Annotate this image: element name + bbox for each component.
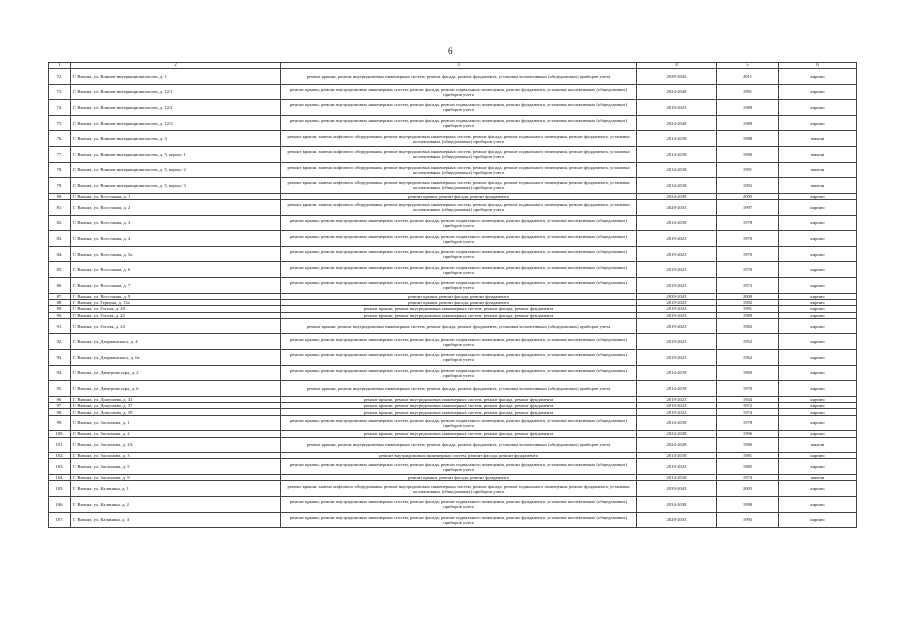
address-cell: Г. Вязьма, ул. Заслонова, д. 3	[71, 453, 281, 459]
material-cell: кирпич	[779, 278, 857, 294]
address-cell: Г. Вязьма, ул. Дмитрова гора, д. 6	[71, 381, 281, 397]
table-row	[49, 262, 857, 278]
row-number: 80.	[49, 193, 71, 199]
works-cell: ремонт крыши, ремонт фасада, ремонт фундамента	[281, 475, 637, 481]
year-cell: 1990	[717, 146, 779, 162]
material-cell: кирпич	[779, 453, 857, 459]
address-cell: Г. Вязьма, ул. Воинов-интернационалистов, д. 12/3	[71, 115, 281, 131]
works-cell: ремонт крыши, ремонт внутридомовых инженерных систем, ремонт фасада, ремонт подвального помещения, ремонт фундамента, установка коллективных (общедомовых) приборов учета	[281, 100, 637, 116]
housing-repair-table	[48, 62, 857, 528]
row-number: 106.	[49, 496, 71, 512]
works-cell: ремонт крыши, замена лифтового оборудования, ремонт внутридомовых инженерных систем, ремонт фасада, ремонт подвального помещения, ремонт фундамента, установка коллективных (общедомовых) приборов учета	[281, 131, 637, 147]
year-cell: 2005	[717, 481, 779, 497]
works-cell: ремонт крыши, ремонт внутридомовых инженерных систем, ремонт фасада, ремонт фундамента, установка коллективных (общедомовых) приборов учета	[281, 381, 637, 397]
period-cell: 2024-2028	[637, 437, 717, 453]
material-cell: кирпич	[779, 84, 857, 100]
year-cell: 1972	[717, 278, 779, 294]
period-cell: 2029-2033	[637, 200, 717, 216]
address-cell: Г. Вязьма, ул. Восстания, д. 2	[71, 200, 281, 216]
year-cell: 1970	[717, 246, 779, 262]
table-row	[49, 481, 857, 497]
works-cell: ремонт крыши, замена лифтового оборудования, ремонт внутридомовых инженерных систем, ремонт фасада, ремонт подвального помещения, ремонт фундамента, установка коллективных (общедомовых) приборов учета	[281, 146, 637, 162]
address-cell: Г. Вязьма, ул. Воинов-интернационалистов, д. 12/1	[71, 84, 281, 100]
year-cell: 1974	[717, 409, 779, 415]
period-cell: 2014-2018	[637, 365, 717, 381]
material-cell: кирпич	[779, 403, 857, 409]
address-cell: Г. Вязьма, ул. Восстания, д. 3	[71, 215, 281, 231]
material-cell: кирпич	[779, 299, 857, 305]
address-cell: Г. Вязьма, ул. Заслонова, д. 5	[71, 459, 281, 475]
address-cell: Г. Вязьма, ул. Гоголя, д. 24	[71, 318, 281, 334]
period-cell: 2019-2023	[637, 306, 717, 312]
row-number: 84.	[49, 246, 71, 262]
year-cell: 1991	[717, 84, 779, 100]
table-row	[49, 131, 857, 147]
address-cell: Г. Вязьма, ул. Восстания, д. 6	[71, 262, 281, 278]
works-cell: ремонт крыши, ремонт внутридомовых инженерных систем, ремонт фасада, ремонт подвального помещения, ремонт фундамента, установка коллективных (общедомовых) приборов учета	[281, 365, 637, 381]
address-cell: Г. Вязьма, ул. Воинов-интернационалистов, д. 3	[71, 131, 281, 147]
period-cell: 2019-2023	[637, 246, 717, 262]
material-cell: кирпич	[779, 349, 857, 365]
table-row	[49, 415, 857, 431]
works-cell: ремонт крыши, замена лифтового оборудования, ремонт внутридомовых инженерных систем, ремонт фасада, ремонт подвального помещения, ремонт фундамента, установка коллективных (общедомовых) приборов учета	[281, 200, 637, 216]
material-cell: кирпич	[779, 293, 857, 299]
row-number: 82.	[49, 215, 71, 231]
works-cell: ремонт крыши, ремонт внутридомовых инженерных систем, ремонт фасада, ремонт подвального помещения, ремонт фундамента, установка коллективных (общедомовых) приборов учета	[281, 334, 637, 350]
year-cell: 1986	[717, 437, 779, 453]
works-cell: ремонт крыши, ремонт фасада, ремонт фундамента	[281, 299, 637, 305]
address-cell: Г. Вязьма, ул. Калинина, д. 2	[71, 496, 281, 512]
row-number: 89.	[49, 306, 71, 312]
material-cell: кирпич	[779, 334, 857, 350]
column-number: 2	[71, 63, 281, 69]
row-number: 104.	[49, 475, 71, 481]
table-row	[49, 459, 857, 475]
period-cell: 2014-2018	[637, 178, 717, 194]
works-cell: ремонт крыши, ремонт внутридомовых инженерных систем, ремонт фасада, ремонт подвального помещения, ремонт фундамента, установка коллективных (общедомовых) приборов учета	[281, 215, 637, 231]
row-number: 91.	[49, 318, 71, 334]
address-cell: Г. Вязьма, ул. Воинов-интернационалистов, д. 5, корпус 1	[71, 146, 281, 162]
address-cell: Г. Вязьма, ул. Восстания, д. 5а	[71, 246, 281, 262]
period-cell: 2039-2043	[637, 481, 717, 497]
year-cell: 1970	[717, 262, 779, 278]
year-cell: 1978	[717, 215, 779, 231]
year-cell: 1974	[717, 475, 779, 481]
year-cell: 1982	[717, 318, 779, 334]
period-cell: 2029-2033	[637, 512, 717, 528]
table-row	[49, 278, 857, 294]
period-cell: 2024-2028	[637, 84, 717, 100]
works-cell: ремонт крыши, ремонт внутридомовых инженерных систем, ремонт фасада, ремонт фундамента, установка коллективных (общедомовых) приборов учета	[281, 318, 637, 334]
works-cell: ремонт крыши, ремонт внутридомовых инженерных систем, ремонт фасада, ремонт подвального помещения, ремонт фундамента, установка коллективных (общедомовых) приборов учета	[281, 278, 637, 294]
year-cell: 1991	[717, 306, 779, 312]
material-cell: кирпич	[779, 262, 857, 278]
period-cell: 2019-2023	[637, 231, 717, 247]
address-cell: Г. Вязьма, ул. Восстания, д. 1	[71, 193, 281, 199]
row-number: 102.	[49, 453, 71, 459]
period-cell: 2019-2023	[637, 299, 717, 305]
year-cell: 1952	[717, 334, 779, 350]
column-number: 4	[637, 63, 717, 69]
address-cell: Г. Вязьма, ул. Заслонова, д. 9	[71, 475, 281, 481]
material-cell: кирпич	[779, 246, 857, 262]
table-row	[49, 178, 857, 194]
period-cell: 2019-2023	[637, 312, 717, 318]
material-cell: панели	[779, 162, 857, 178]
material-cell: кирпич	[779, 69, 857, 85]
year-cell: 1985	[717, 459, 779, 475]
works-cell: ремонт крыши, ремонт фасада, ремонт фундамента	[281, 293, 637, 299]
address-cell: Г. Вязьма, ул. Докучаева, д. 39	[71, 409, 281, 415]
year-cell: 1997	[717, 200, 779, 216]
period-cell: 2019-2023	[637, 100, 717, 116]
address-cell: Г. Вязьма, ул. Воинов-интернационалистов, д. 1	[71, 69, 281, 85]
address-cell: Г. Вязьма, ул. Восстания, д. 9	[71, 293, 281, 299]
address-cell: Г. Вязьма, ул. Воинов-интернационалистов, д. 5, корпус 3	[71, 178, 281, 194]
works-cell: ремонт крыши, ремонт внутридомовых инженерных систем, ремонт фасада, ремонт подвального помещения, ремонт фундамента, установка коллективных (общедомовых) приборов учета	[281, 262, 637, 278]
row-number: 75.	[49, 115, 71, 131]
material-cell: кирпич	[779, 459, 857, 475]
table-row	[49, 69, 857, 85]
works-cell: ремонт крыши, ремонт внутридомовых инженерных систем, ремонт фасада, ремонт фундамента, установка коллективных (общедомовых) приборов учета	[281, 69, 637, 85]
period-cell: 2019-2023	[637, 262, 717, 278]
period-cell: 2024-2028	[637, 115, 717, 131]
works-cell: ремонт крыши, ремонт внутридомовых инженерных систем, ремонт фасада, ремонт подвального помещения, ремонт фундамента, установка коллективных (общедомовых) приборов учета	[281, 415, 637, 431]
works-cell: ремонт крыши, ремонт внутридомовых инженерных систем, ремонт фасада, ремонт фундамента	[281, 396, 637, 402]
year-cell: 1944	[717, 396, 779, 402]
works-cell: ремонт крыши, ремонт внутридомовых инженерных систем, ремонт фасада, ремонт подвального помещения, ремонт фундамента, установка коллективных (общедомовых) приборов учета	[281, 459, 637, 475]
material-cell: кирпич	[779, 409, 857, 415]
column-number: 6	[779, 63, 857, 69]
year-cell: 1970	[717, 231, 779, 247]
row-number: 86.	[49, 278, 71, 294]
address-cell: Г. Вязьма, ул. Калинина, д. 1	[71, 481, 281, 497]
year-cell: 1989	[717, 115, 779, 131]
year-cell: 1993	[717, 512, 779, 528]
table-row	[49, 246, 857, 262]
row-number: 101.	[49, 437, 71, 453]
table-row	[49, 496, 857, 512]
works-cell: ремонт крыши, ремонт внутридомовых инженерных систем, ремонт фасада, ремонт подвального помещения, ремонт фундамента, установка коллективных (общедомовых) приборов учета	[281, 496, 637, 512]
material-cell: кирпич	[779, 415, 857, 431]
works-cell: ремонт внутридомовых инженерных систем, ремонт фасада, ремонт фундамента	[281, 453, 637, 459]
address-cell: Г. Вязьма, ул. Докучаева, д. 37	[71, 403, 281, 409]
material-cell: кирпич	[779, 381, 857, 397]
material-cell: панели	[779, 475, 857, 481]
material-cell: панели	[779, 178, 857, 194]
row-number: 99.	[49, 415, 71, 431]
material-cell: кирпич	[779, 312, 857, 318]
material-cell: панели	[779, 146, 857, 162]
table-row	[49, 381, 857, 397]
period-cell: 2019-2023	[637, 334, 717, 350]
material-cell: кирпич	[779, 481, 857, 497]
row-number: 88.	[49, 299, 71, 305]
row-number: 87.	[49, 293, 71, 299]
works-cell: ремонт крыши, ремонт внутридомовых инженерных систем, ремонт фасада, ремонт подвального помещения, ремонт фундамента, установка коллективных (общедомовых) приборов учета	[281, 512, 637, 528]
works-cell: ремонт крыши, замена лифтового оборудования, ремонт внутридомовых инженерных систем, ремонт фасада, ремонт подвального помещения, ремонт фундамента, установка коллективных (общедомовых) приборов учета	[281, 481, 637, 497]
address-cell: Г. Вязьма, ул. Гоголя, д. 20	[71, 306, 281, 312]
period-cell: 2014-2018	[637, 453, 717, 459]
column-number: 1	[49, 63, 71, 69]
row-number: 95.	[49, 381, 71, 397]
works-cell: ремонт крыши, ремонт внутридомовых инженерных систем, ремонт фасада, ремонт подвального помещения, ремонт фундамента, установка коллективных (общедомовых) приборов учета	[281, 115, 637, 131]
material-cell: кирпич	[779, 431, 857, 437]
year-cell: 1992	[717, 178, 779, 194]
row-number: 73.	[49, 84, 71, 100]
period-cell: 2014-2018	[637, 131, 717, 147]
works-cell: ремонт крыши, ремонт внутридомовых инженерных систем, ремонт фасада, ремонт фундамента	[281, 431, 637, 437]
address-cell: Г. Вязьма, ул. Дмитрова гора, д. 2	[71, 365, 281, 381]
period-cell: 2024-2028	[637, 431, 717, 437]
material-cell: кирпич	[779, 496, 857, 512]
row-number: 107.	[49, 512, 71, 528]
row-number: 74.	[49, 100, 71, 116]
works-cell: ремонт крыши, ремонт внутридомовых инженерных систем, ремонт фасада, ремонт подвального помещения, ремонт фундамента, установка коллективных (общедомовых) приборов учета	[281, 231, 637, 247]
table-row	[49, 215, 857, 231]
table-row	[49, 115, 857, 131]
period-cell: 2019-2023	[637, 396, 717, 402]
row-number: 85.	[49, 262, 71, 278]
table-row	[49, 84, 857, 100]
row-number: 72.	[49, 69, 71, 85]
material-cell: кирпич	[779, 115, 857, 131]
works-cell: ремонт крыши, замена лифтового оборудования, ремонт внутридомовых инженерных систем, ремонт фасада, ремонт подвального помещения, ремонт фундамента, установка коллективных (общедомовых) приборов учета	[281, 178, 637, 194]
period-cell: 2014-2018	[637, 146, 717, 162]
address-cell: Г. Вязьма, ул. Заслонова, д. 2А	[71, 437, 281, 453]
row-number: 93.	[49, 349, 71, 365]
period-cell: 2034-2038	[637, 193, 717, 199]
works-cell: ремонт крыши, ремонт внутридомовых инженерных систем, ремонт фасада, ремонт подвального помещения, ремонт фундамента, установка коллективных (общедомовых) приборов учета	[281, 246, 637, 262]
year-cell: 1970	[717, 381, 779, 397]
period-cell: 2019-2023	[637, 459, 717, 475]
works-cell: ремонт крыши, ремонт внутридомовых инженерных систем, ремонт фасада, ремонт подвального помещения, ремонт фундамента, установка коллективных (общедомовых) приборов учета	[281, 84, 637, 100]
year-cell: 2011	[717, 69, 779, 85]
address-cell: Г. Вязьма, ул. Докучаева, д. 33	[71, 396, 281, 402]
table-row	[49, 162, 857, 178]
address-cell: Г. Вязьма, ул. Заслонова, д. 1	[71, 415, 281, 431]
row-number: 79.	[49, 178, 71, 194]
address-cell: Г. Вязьма, ул. Воинов-интернационалистов, д. 12/2	[71, 100, 281, 116]
period-cell: 2034-2038	[637, 496, 717, 512]
material-cell: кирпич	[779, 231, 857, 247]
column-number: 5	[717, 63, 779, 69]
material-cell: кирпич	[779, 396, 857, 402]
works-cell: ремонт крыши, ремонт внутридомовых инженерных систем, ремонт фасада, ремонт фундамента	[281, 306, 637, 312]
address-cell: Г. Вязьма, ул. Дзержинского, д. 6а	[71, 349, 281, 365]
material-cell: кирпич	[779, 318, 857, 334]
period-cell: 2019-2023	[637, 278, 717, 294]
table-row	[49, 100, 857, 116]
address-cell: Г. Вязьма, ул. Восстания, д. 4	[71, 231, 281, 247]
row-number: 100.	[49, 431, 71, 437]
material-cell: панели	[779, 437, 857, 453]
table-row	[49, 231, 857, 247]
year-cell: 1996	[717, 431, 779, 437]
year-cell: 1962	[717, 349, 779, 365]
material-cell: кирпич	[779, 306, 857, 312]
address-cell: Г. Вязьма, ул. Калинина, д. 4	[71, 512, 281, 528]
year-cell: 1989	[717, 100, 779, 116]
year-cell: 2009	[717, 293, 779, 299]
year-cell: 1991	[717, 162, 779, 178]
material-cell: кирпич	[779, 365, 857, 381]
table-row	[49, 349, 857, 365]
material-cell: кирпич	[779, 512, 857, 528]
row-number: 105.	[49, 481, 71, 497]
period-cell: 2019-2023	[637, 349, 717, 365]
works-cell: ремонт крыши, ремонт внутридомовых инженерных систем, ремонт фасада, ремонт подвального помещения, ремонт фундамента, установка коллективных (общедомовых) приборов учета	[281, 349, 637, 365]
year-cell: 1989	[717, 312, 779, 318]
works-cell: ремонт крыши, ремонт внутридомовых инженерных систем, ремонт фасада, ремонт фундамента	[281, 312, 637, 318]
year-cell: 2005	[717, 193, 779, 199]
row-number: 90.	[49, 312, 71, 318]
year-cell: 1969	[717, 365, 779, 381]
address-cell: Г. Вязьма, ул. Воинов-интернационалистов, д. 5, корпус 2	[71, 162, 281, 178]
works-cell: ремонт крыши, ремонт внутридомовых инженерных систем, ремонт фасада, ремонт фундамента	[281, 409, 637, 415]
table-row	[49, 334, 857, 350]
works-cell: ремонт крыши, ремонт внутридомовых инженерных систем, ремонт фасада, ремонт фундамента	[281, 403, 637, 409]
address-cell: Г. Вязьма, ул. Гоголя, д. 22	[71, 312, 281, 318]
table-row	[49, 318, 857, 334]
address-cell: Г. Вязьма, ул. Дзержинского, д. 4	[71, 334, 281, 350]
material-cell: кирпич	[779, 193, 857, 199]
row-number: 98.	[49, 409, 71, 415]
year-cell: 1998	[717, 496, 779, 512]
address-cell: Г. Вязьма, ул. Восстания, д. 7	[71, 278, 281, 294]
row-number: 92.	[49, 334, 71, 350]
year-cell: 1988	[717, 131, 779, 147]
material-cell: кирпич	[779, 215, 857, 231]
table-row	[49, 200, 857, 216]
period-cell: 2019-2023	[637, 403, 717, 409]
period-cell: 2019-2023	[637, 409, 717, 415]
address-cell: Г. Вязьма, ул. Герцена, д. 13а	[71, 299, 281, 305]
row-number: 77.	[49, 146, 71, 162]
period-cell: 2039-2043	[637, 293, 717, 299]
row-number: 83.	[49, 231, 71, 247]
table-row	[49, 146, 857, 162]
row-number: 81.	[49, 200, 71, 216]
period-cell: 2014-2018	[637, 215, 717, 231]
row-number: 94.	[49, 365, 71, 381]
period-cell: 2019-2023	[637, 318, 717, 334]
period-cell: 2014-2018	[637, 381, 717, 397]
period-cell: 2014-2018	[637, 162, 717, 178]
table-row	[49, 365, 857, 381]
material-cell: панели	[779, 131, 857, 147]
row-number: 78.	[49, 162, 71, 178]
period-cell: 2039-2043	[637, 69, 717, 85]
year-cell: 1978	[717, 415, 779, 431]
works-cell: ремонт крыши, ремонт внутридомовых инженерных систем, ремонт фасада, ремонт фундамента, установка коллективных (общедомовых) приборов учета	[281, 437, 637, 453]
row-number: 97.	[49, 403, 71, 409]
material-cell: кирпич	[779, 100, 857, 116]
row-number: 96.	[49, 396, 71, 402]
address-cell: Г. Вязьма, ул. Заслонова, д. 2	[71, 431, 281, 437]
row-number: 76.	[49, 131, 71, 147]
period-cell: 2014-2018	[637, 475, 717, 481]
year-cell: 1981	[717, 453, 779, 459]
row-number: 103.	[49, 459, 71, 475]
table-row	[49, 512, 857, 528]
table-row	[49, 437, 857, 453]
period-cell: 2014-2018	[637, 415, 717, 431]
works-cell: ремонт крыши, ремонт фасада, ремонт фундамента	[281, 193, 637, 199]
works-cell: ремонт крыши, замена лифтового оборудования, ремонт внутридомовых инженерных систем, ремонт фасада, ремонт подвального помещения, ремонт фундамента, установка коллективных (общедомовых) приборов учета	[281, 162, 637, 178]
column-number: 3	[281, 63, 637, 69]
year-cell: 1982	[717, 299, 779, 305]
year-cell: 1972	[717, 403, 779, 409]
page-number: 6	[448, 46, 453, 56]
material-cell: кирпич	[779, 200, 857, 216]
